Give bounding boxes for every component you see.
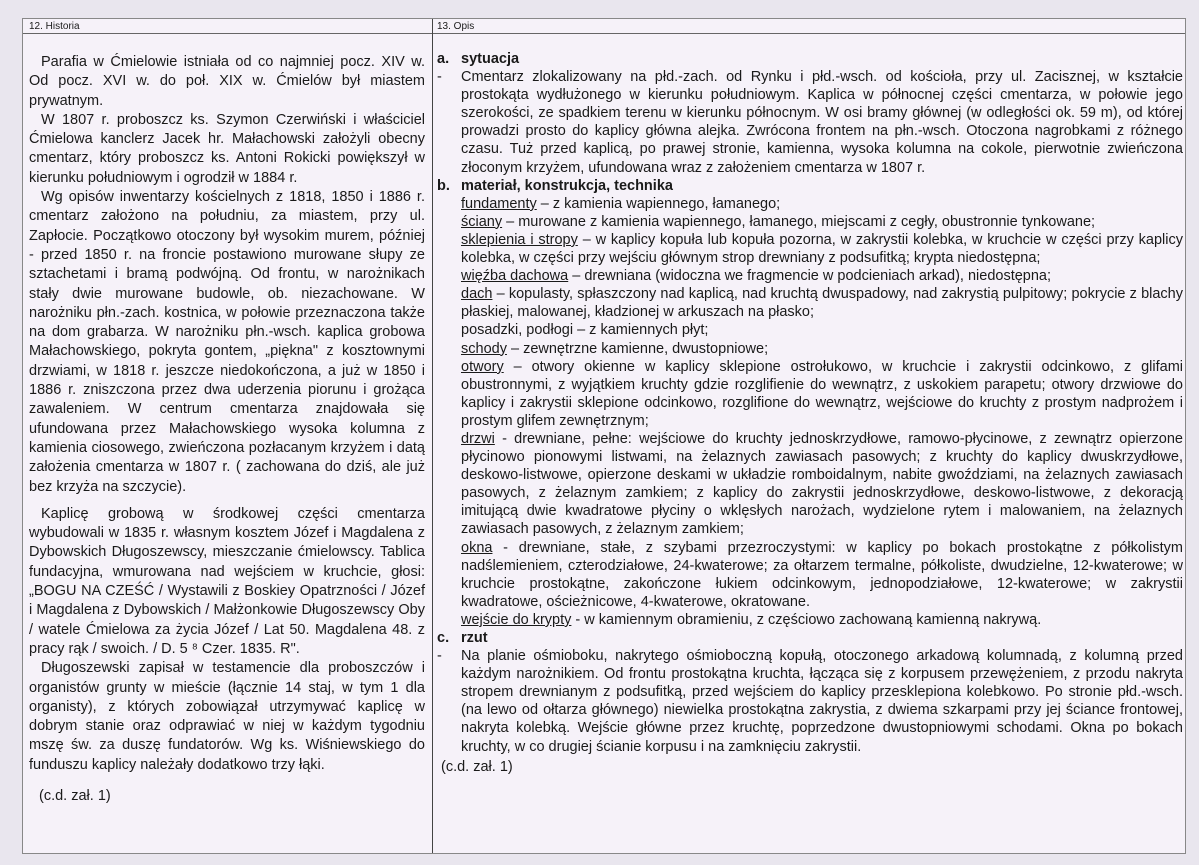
description-continued-note: (c.d. zał. 1): [441, 758, 513, 775]
section-a-body: [437, 68, 1183, 177]
history-paragraph-3: Wg opisów inwentarzy kościelnych z 1818, 1850 i 1886 r. cmentarz założono na południu, za miastem, przy ul. Zapłocie. Początkowo otoczony był wysokim murem, później - przed 1850 r. na froncie postawiono murowane słupy ze sztachetami i bramą podwójną. Od frontu, w narożnikach stały dwie murowane budowle, ob. niezachowane. W narożniku płn.-zach. kostnica, w połowie przeznaczona także na dom grabarza. W narożniku płn.-wsch. kaplica grobowa Małachowskiego, pokryta gontem, „piękna" z kosztownymi drzwiami, w 1818 r. jeszcze niedokończona, a już w 1850 i 1886 r. zniszczona przez dwa uderzenia piorunu i grożąca zawaleniem. W centrum cmentarza znajdowała się ufundowana przez Małachowskiego wysoka kolumna z kamienia ciosowego, zwieńczona pozłacanym krzyżem i datą założenia cmentarza w 1807 r. ( zachowana do dziś, ale już bez krzyża na szczycie).: [29, 189, 425, 495]
item-term: schody: [461, 340, 507, 357]
item-openings: [461, 358, 1183, 430]
item-term: otwory: [461, 358, 504, 375]
item-crypt-entrance: [461, 611, 1183, 629]
section-c-letter: c.: [437, 630, 450, 646]
item-text: – kopulasty, spłaszczony nad kaplicą, nad kruchtą dwuspadowy, nad zakrystią pulpitowy; pokrycie z blachy płaskiej, malowanej, kładzionej w arkuszach na płasko;: [461, 286, 1183, 321]
item-text: - drewniane, stałe, z szybami przezroczystymi: w kaplicy po bokach prostokątne z półkolistym nadślemieniem, czterodziałowe, 24-kwaterowe; za ołtarzem termalne, półkoliste, dwudzielne, 12-kwaterowe; w kruchcie prostokątne, zakończone łukiem odcinkowym, jednopodziałowe, 12-kwaterowe; w zakrystii kwadratowe, ościeżnicowe, 4-kwaterowe, okratowane.: [461, 539, 1183, 610]
section-a-title: sytuacja: [461, 51, 520, 67]
section-b-letter: b.: [437, 177, 450, 194]
item-text: posadzki, podłogi – z kamiennych płyt;: [461, 322, 709, 339]
description-heading: 13. Opis: [437, 21, 475, 32]
item-term: ściany: [461, 213, 503, 230]
item-term: wejście do krypty: [461, 611, 572, 628]
item-text: – drewniana (widoczna we fragmencie w podcieniach arkad), niedostępna;: [568, 268, 1052, 285]
description-column: [437, 50, 1183, 776]
item-text: - drewniane, pełne: wejściowe do kruchty jednoskrzydłowe, ramowo-płycinowe, z zewnątrz opierzone płycinowo pionowymi listwami, na żelaznych zawiasach pasowych; z kruchty do kaplicy dwuskrzydłowe, deskowo-listwowe, opierzone deskami w układzie romboidalnym, nabite gwoździami, na żelaznych zawiasach pasowych, z żelaznym zamkiem; z kaplicy do zakrystii jednoskrzydłowe, deskowo-listwowe, z dekoracją imitującą dwie kwadratowe płyciny o wklęsłych narożach, wydzielone rytem i malowaniem, na żelaznych zawiasach pasowych, z żelaznym zamkiem;: [461, 430, 1183, 538]
section-c-dash: -: [437, 648, 442, 665]
history-paragraph-2: W 1807 r. proboszcz ks. Szymon Czerwiński i właściciel Ćmielowa kanclerz Jacek hr. Małachowski założyli obecny cmentarz, który proboszcz ks. Antoni Rokicki powiększył w kierunku południowym i ogrodził w 1884 r.: [29, 111, 425, 186]
section-c-body: [437, 647, 1183, 756]
column-divider: [432, 19, 433, 853]
item-roof: [461, 285, 1183, 321]
history-continued-note: (c.d. zał. 1): [39, 787, 111, 804]
item-stairs: [461, 340, 1183, 358]
item-floors: [461, 321, 1183, 339]
history-column: [29, 53, 425, 806]
item-text: – zewnętrzne kamienne, dwustopniowe;: [506, 340, 769, 357]
section-a-letter: a.: [437, 51, 450, 67]
section-a-heading: [437, 50, 1183, 68]
item-vaults: [461, 231, 1183, 267]
item-term: dach: [461, 286, 493, 303]
item-term: drzwi: [461, 430, 495, 447]
item-foundations: [461, 195, 1183, 213]
item-term: sklepienia i stropy: [461, 231, 578, 248]
history-paragraph-4: Kaplicę grobową w środkowej części cmentarza wybudowali w 1835 r. własnym kosztem Józef i Magdalena z Dybowskich Długoszewscy, mieszczanie ćmielowscy. Tablica fundacyjna, wmurowana nad wejściem w kruchcie, głosi: „BOGU NA CZEŚĆ / Wystawili z Boskiey Opatrzności / Józef i Magdalena z Dybowskich / Małżonkowie Długoszewscy Oby / watele Ćmielowa za życia Józef / Lat 50. Magdalena 48. z pracy rąk / swoich. / D. 5 ⁸ Czer. 1835. R".: [29, 505, 425, 657]
section-b-heading: [437, 177, 1183, 195]
section-b-title: materiał, konstrukcja, technika: [461, 177, 673, 194]
item-walls: [461, 213, 1183, 231]
history-heading: 12. Historia: [29, 21, 80, 32]
item-term: więźba dachowa: [461, 268, 569, 285]
history-paragraph-1: Parafia w Ćmielowie istniała od co najmniej pocz. XIV w. Od pocz. XVI w. do poł. XIX w. Ćmielów był miastem prywatnym.: [29, 54, 425, 109]
section-a-dash: -: [437, 69, 442, 86]
item-windows: [461, 539, 1183, 611]
item-text: - w kamiennym obramieniu, z częściowo zachowaną kamienną nakrywą.: [571, 611, 1042, 628]
item-text: – murowane z kamienia wapiennego, łamanego, miejscami z cegły, obustronnie tynkowane;: [502, 213, 1096, 230]
section-c-title: rzut: [461, 630, 488, 646]
item-text: – z kamienia wapiennego, łamanego;: [536, 195, 781, 212]
item-roof-truss: [461, 267, 1183, 285]
item-text: – w kaplicy kopuła lub kopuła pozorna, w zakrystii kolebka, w kruchcie w części przy kaplicy kolebka, w części przy wejściu głównym strop drewniany z podsufitką; krypta niedostępna;: [461, 231, 1184, 267]
item-text: – otwory okienne w kaplicy sklepione ostrołukowo, w kruchcie i zakrystii odcinkowo, z glifami obustronnymi, z wyjątkiem kruchty gdzie rozglifienie do wewnątrz, z uskokiem parapetu; otwory drzwiowe do kaplicy i zakrystii sklepione odcinkowo, rozglifione do wewnątrz, wejściowe do kruchty z prostym nadprożem i prostym glifem zewnętrznym;: [461, 358, 1183, 429]
history-paragraph-5: Długoszewski zapisał w testamencie dla proboszczów i organistów grunty w mieście (łącznie 14 staj, w tym 1 dla organisty), z których zobowiązał utrzymywać kaplicę w dobrym stanie oraz odprawiać w niej w każdym tygodniu mszę św. za duszę fundatorów. Wg ks. Wiśniewskiego do funduszu kaplicy należały dodatkowo trzy łąki.: [29, 660, 425, 773]
item-term: fundamenty: [461, 195, 537, 212]
section-a-text: Cmentarz zlokalizowany na płd.-zach. od Rynku i płd.-wsch. od kościoła, przy ul. Zacisznej, w kształcie prostokąta wydłużonego w kierunku południowym. Kaplica w północnej części cmentarza, w połowie jego szerokości, ze spadkiem terenu w kierunku północnym. W osi bramy głównej (w odległości ok. 59 m), od której prowadzi prosto do kaplicy główna alejka. Zwrócona frontem na płn.-wsch. Otoczona nagrobkami z różnego czasu. Tuż przed kaplicą, po prawej stronie, kamienna, wysoka kolumna na cokole, pierwotnie zwieńczona złoconym krzyżem, ufundowana wraz z założeniem cmentarza w 1807 r.: [461, 69, 1183, 176]
document-sheet: [22, 18, 1186, 854]
item-doors: [461, 430, 1183, 539]
section-c-text: Na planie ośmioboku, nakrytego ośmioboczną kopułą, otoczonego arkadową kolumnadą, z kolumną przed każdym narożnikiem. Od frontu prostokątna kruchta, łącząca się z korpusem przewężeniem, z przodu nakryta stropem drewnianym z podsufitką, przed wejściem do kaplicy przesklepiona kolebkowo. Po stronie płd.-wsch. (na lewo od ołtarza głównego) niewielka prostokątna zakrystia, z dwiema szkarpami przy jej ściance frontowej, nakryta kolebką. Wejście główne przez kruchtę, poprzedzone dwustopniowymi schodami. Okna po bokach kruchty, w co drugiej ścianie korpusu i na zamknięciu zakrystii.: [461, 648, 1183, 755]
item-term: okna: [461, 539, 493, 556]
section-c-heading: [437, 629, 1183, 647]
header-rule: [23, 33, 1185, 34]
